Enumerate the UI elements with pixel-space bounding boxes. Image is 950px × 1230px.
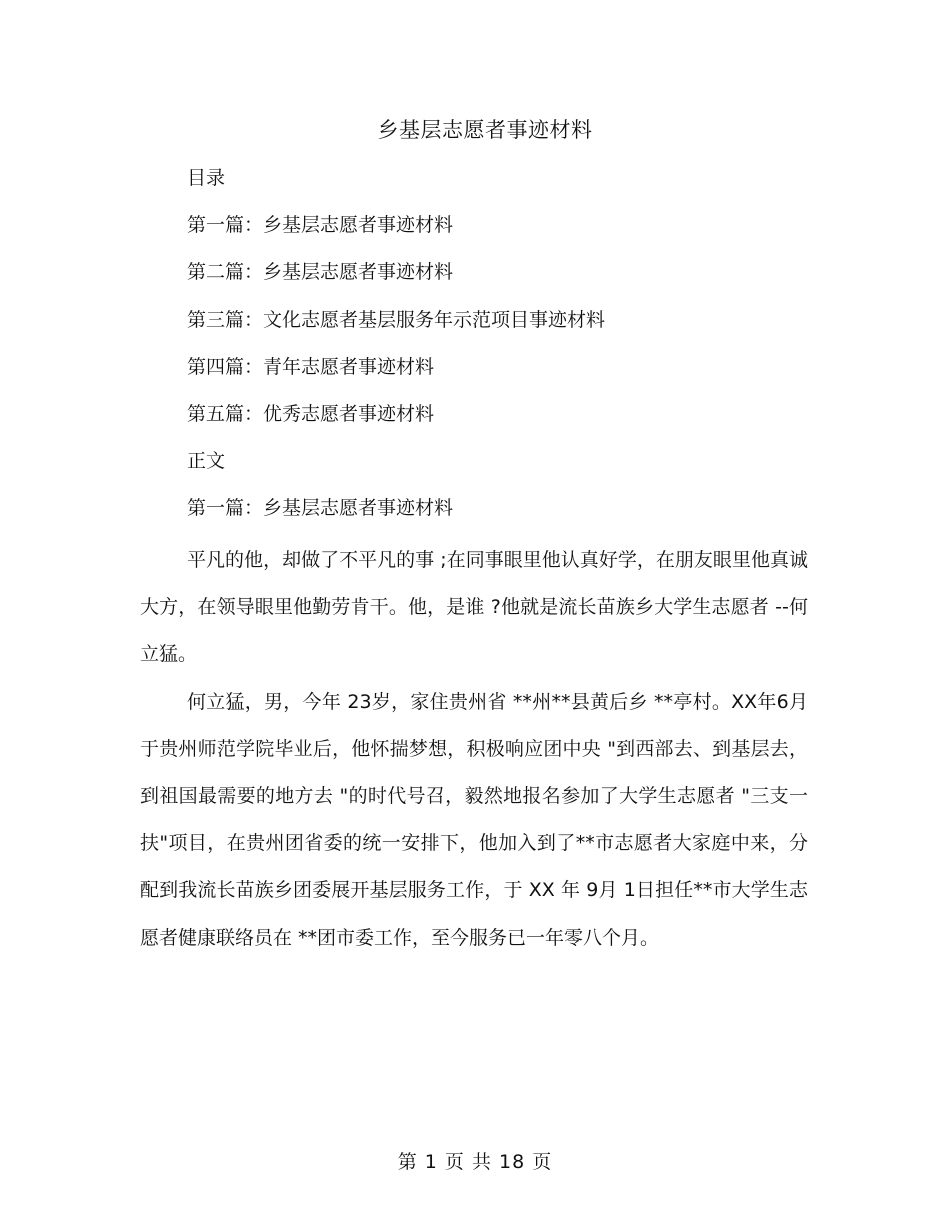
toc-item: 第五篇：优秀志愿者事迹材料 [187, 402, 435, 425]
table-of-contents [187, 160, 847, 538]
paragraph: 平凡的他，却做了不平凡的事 ;在同事眼里他认真好学，在朋友眼里他真诚大方，在领导眼里他勤劳肯干。他，是谁 ?他就是流长苗族乡大学生志愿者 --何立猛。 [140, 549, 808, 666]
body-heading: 正文 [187, 450, 226, 473]
toc-item: 第一篇：乡基层志愿者事迹材料 [187, 214, 454, 237]
toc-item: 第二篇：乡基层志愿者事迹材料 [187, 261, 454, 284]
toc-heading: 目录 [187, 167, 226, 189]
document-title: 乡基层志愿者事迹材料 [377, 118, 593, 142]
toc-item: 第三篇：文化志愿者基层服务年示范项目事迹材料 [187, 308, 606, 331]
toc-item: 第四篇：青年志愿者事迹材料 [187, 355, 435, 378]
section-title: 第一篇：乡基层志愿者事迹材料 [187, 497, 454, 520]
page-footer: 第 1 页 共 18 页 [397, 1151, 553, 1173]
body-text [140, 537, 808, 962]
paragraph: 何立猛，男，今年 23岁，家住贵州省 **州**县黄后乡 **亭村。XX年6月于贵州师范学院毕业后，他怀揣梦想，积极响应团中央 "到西部去、到基层去，到祖国最需要的地方去 "的时代号召，毅然地报名参加了大学生志愿者 "三支一扶"项目，在贵州团省委的统一安排下，他加入到了**市志愿者大家庭中来，分配到我流长苗族乡团委展开基层服务工作，于 XX 年 9月 1日担任**市大学生志愿者健康联络员在 **团市委工作，至今服务已一年零八个月。 [140, 690, 808, 949]
